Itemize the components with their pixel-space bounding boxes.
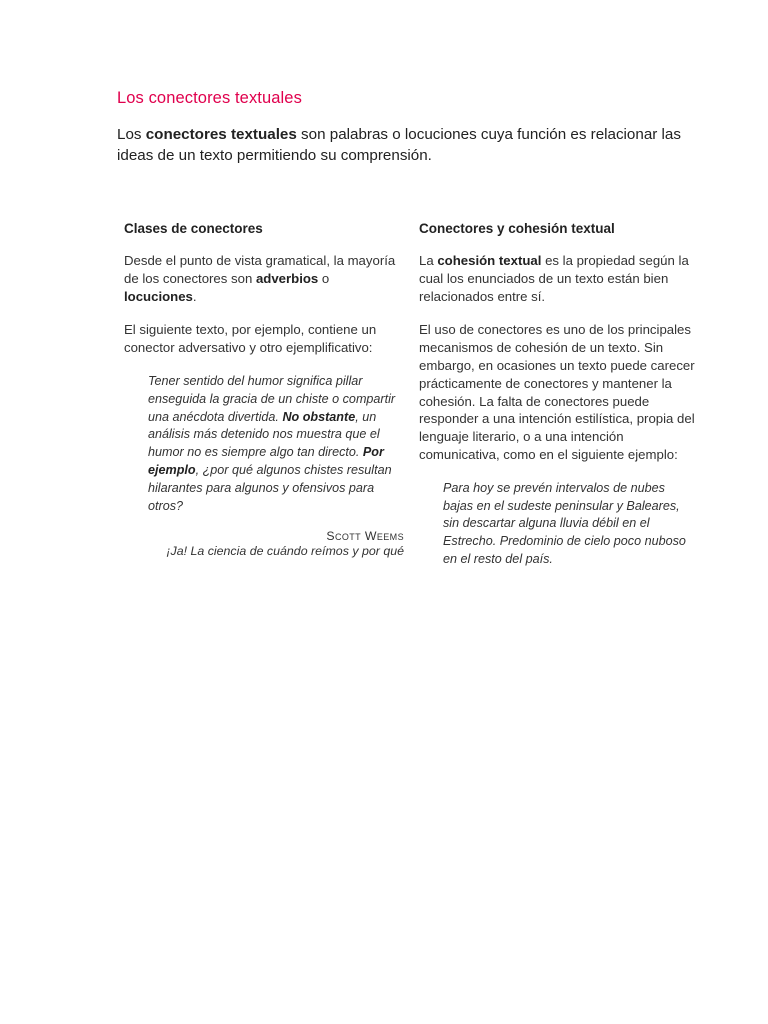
quote-author: Scott Weems xyxy=(326,529,404,544)
left-paragraph-2: El siguiente texto, por ejemplo, contiene un conector adversativo y otro ejemplificativo: xyxy=(124,322,377,356)
right-heading: Conectores y cohesión textual xyxy=(419,221,615,236)
left-quote-bold-no-obstante: No obstante xyxy=(282,409,356,424)
left-p1-mid: o xyxy=(318,270,330,286)
intro-text-post: son palabras o locuciones cuya función es relacionar las ideas de un texto permitiendo su comprensión. xyxy=(117,126,681,164)
intro-paragraph xyxy=(117,124,717,166)
intro-bold-term: conectores textuales xyxy=(145,126,297,143)
page-title: Los conectores textuales xyxy=(117,89,302,107)
left-column xyxy=(124,221,404,558)
left-quote-part-1: Tener sentido del humor significa pillar enseguida la gracia de un chiste o compartir una anécdota divertida. xyxy=(148,373,396,424)
left-quote-part-3: , ¿por qué algunos chistes resultan hilarantes para algunos y ofensivos para otros? xyxy=(148,462,392,513)
left-p1-pre: Desde el punto de vista gramatical, la mayoría de los conectores son xyxy=(124,253,396,286)
right-quote: Para hoy se prevén intervalos de nubes bajas en el sudeste peninsular y Baleares, sin descartar alguna lluvia débil en el Estrecho. Predominio de cielo poco nuboso en el resto del país. xyxy=(443,480,686,566)
left-p1-bold-adverbios: adverbios xyxy=(255,270,319,286)
intro-text-pre: Los xyxy=(117,126,146,143)
right-column xyxy=(419,221,701,569)
right-p1-pre: La xyxy=(419,253,438,268)
left-quote-part-2: , un análisis más detenido nos muestra que el humor no es siempre algo tan directo. xyxy=(148,409,380,460)
right-p1-post: es la propiedad según la cual los enunciados de un texto están bien relacionados entre sí. xyxy=(419,253,689,304)
left-quote xyxy=(124,373,400,515)
left-heading: Clases de conectores xyxy=(124,221,263,236)
right-p1-bold-cohesion: cohesión textual xyxy=(437,253,542,268)
left-p1-bold-locuciones: locuciones xyxy=(124,288,193,304)
quote-source: ¡Ja! La ciencia de cuándo reímos y por qué xyxy=(166,544,404,559)
right-paragraph-1 xyxy=(419,252,701,305)
left-paragraph-1 xyxy=(124,252,404,305)
left-quote-bold-por-ejemplo: Por ejemplo xyxy=(148,445,384,477)
left-p1-post: . xyxy=(192,288,197,304)
right-paragraph-2: El uso de conectores es uno de los principales mecanismos de cohesión de un texto. Sin embargo, en ocasiones un texto puede carecer prácticamente de conectores y mantener la cohesión. La falta de conectores puede responder a una intención estilística, propia del lenguaje literario, o a una intención comunicativa, como en el siguiente ejemplo: xyxy=(419,322,695,462)
